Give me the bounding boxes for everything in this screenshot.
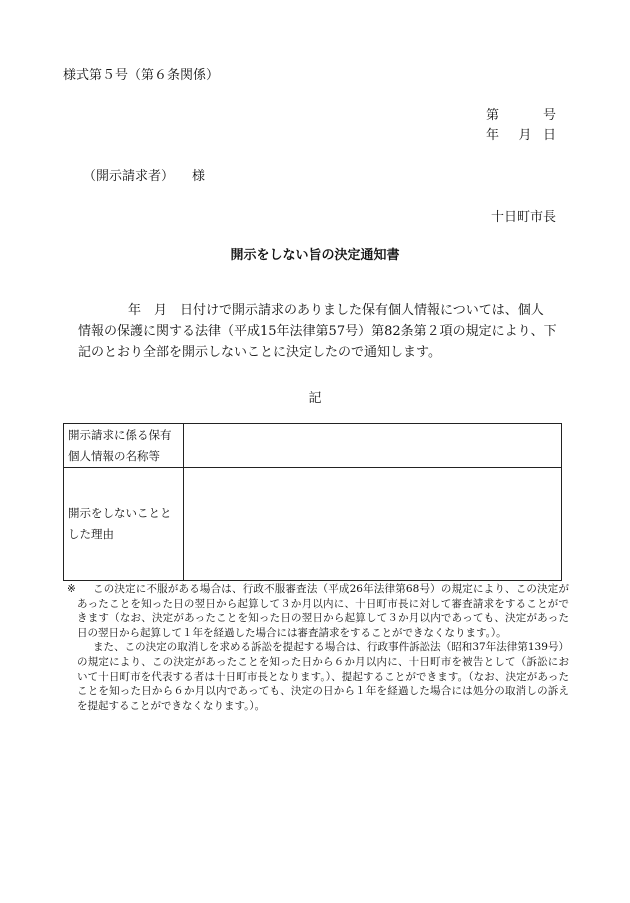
label-line: 開示をしないことと xyxy=(68,506,172,520)
addressee-honorific: 様 xyxy=(192,169,206,184)
ki-heading: 記 xyxy=(308,391,322,406)
body-line: 記のとおり全部を開示しないことに決定したので通知します。 xyxy=(78,345,441,360)
number-prefix: 第 xyxy=(486,108,500,123)
issuer: 十日町市長 xyxy=(490,210,556,225)
document-number-row xyxy=(486,106,556,126)
appeal-notice xyxy=(63,582,569,713)
table-row xyxy=(64,424,562,468)
notice-body xyxy=(78,300,558,363)
document-title: 開示をしない旨の決定通知書 xyxy=(230,248,400,263)
table-value-cell xyxy=(184,468,562,581)
year-label: 年 xyxy=(486,128,500,143)
issue-date-row xyxy=(486,126,556,146)
document-number-block xyxy=(486,106,556,146)
label-line: した理由 xyxy=(68,527,114,541)
details-table xyxy=(63,423,562,581)
note-paragraph: この決定に不服がある場合は、行政不服審査法（平成26年法律第68号）の規定により、この決定があったことを知った日の翌日から起算して３か月以内に、十日町市長に対して審査請求をすることができます（なお、決定があったことを知った日の翌日から起算して３か月以内であっても、決定があった日の翌日から起算して１年を経過した場合には審査請求をすることができなくなります。）。 xyxy=(77,583,569,639)
day-label: 日 xyxy=(542,128,556,143)
month-label: 月 xyxy=(518,128,532,143)
note-mark: ※ xyxy=(67,583,76,595)
label-line: 個人情報の名称等 xyxy=(68,448,160,463)
addressee xyxy=(83,165,205,184)
body-line: 年 月 日付けで開示請求のありました保有個人情報については、個人 xyxy=(128,303,544,318)
body-line: 情報の保護に関する法律（平成15年法律第57号）第82条第２項の規定により、下 xyxy=(78,324,557,339)
addressee-name: （開示請求者） xyxy=(83,169,175,184)
table-label-cell xyxy=(64,468,184,581)
table-label-cell xyxy=(64,424,184,468)
table-value-cell xyxy=(184,424,562,468)
table-row xyxy=(64,468,562,581)
note-paragraph: また、この決定の取消しを求める訴訟を提起する場合は、行政事件訴訟法（昭和37年法律第139号）の規定により、この決定があったことを知った日から６か月以内に、十日町市を被告として（訴訟において十日町市を代表する者は十日町市長となります。）、提起することができます。（なお、決定があったことを知った日から６か月以内であっても、決定の日から１年を経過した場合には処分の取消しの訴えを提起することができなくなります。）。 xyxy=(77,641,569,712)
number-suffix: 号 xyxy=(542,108,556,123)
label-line: 開示請求に係る保有 xyxy=(68,427,172,442)
form-number: 様式第５号（第６条関係） xyxy=(63,68,220,83)
